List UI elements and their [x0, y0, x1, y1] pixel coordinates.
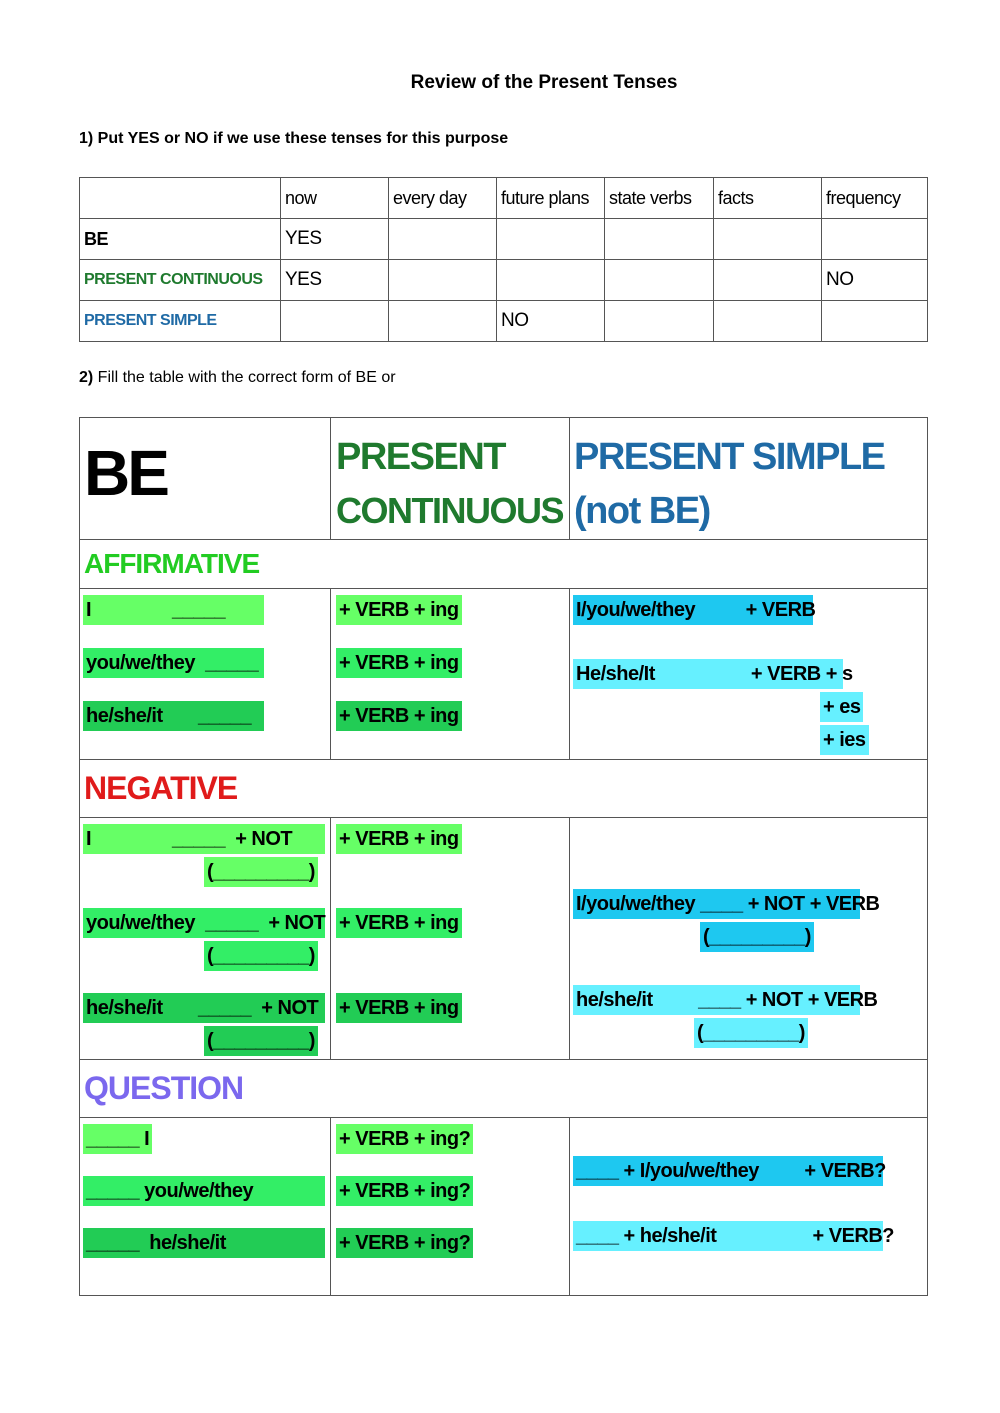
negative-be-he-paren[interactable]: (_________) — [204, 1026, 318, 1056]
negative-ps-1-paren[interactable]: (_________) — [700, 922, 814, 952]
header-cell — [80, 178, 281, 219]
question-title: QUESTION — [84, 1070, 244, 1106]
table-row — [80, 219, 928, 260]
answer-cell[interactable] — [605, 260, 714, 301]
affirmative-ps-3: + es — [820, 692, 863, 722]
present-continuous-header-line2: CONTINUOUS — [336, 490, 563, 531]
answer-cell[interactable]: NO — [822, 260, 928, 301]
affirmative-pc-3: + VERB + ing — [336, 701, 462, 731]
present-simple-header-line1: PRESENT SIMPLE — [574, 436, 885, 478]
answer-cell[interactable] — [281, 301, 389, 342]
answer-cell[interactable]: YES — [281, 219, 389, 260]
header-cell: frequency — [822, 178, 928, 219]
answer-cell[interactable] — [822, 219, 928, 260]
be-header-cell — [80, 418, 331, 540]
header-cell: state verbs — [605, 178, 714, 219]
negative-be-cell — [80, 818, 331, 1060]
question-ps-cell — [570, 1118, 928, 1296]
affirmative-ps-1: I/you/we/they + VERB — [573, 595, 813, 625]
present-simple-header-line2: (not BE) — [574, 490, 710, 532]
row-label-present-simple: PRESENT SIMPLE — [80, 301, 281, 342]
affirmative-pc-cell — [331, 589, 570, 760]
question-be-he[interactable]: _____ he/she/it — [83, 1228, 325, 1258]
affirmative-be-you[interactable]: you/we/they _____ — [83, 648, 264, 678]
answer-cell[interactable]: NO — [497, 301, 605, 342]
purpose-table — [79, 177, 928, 342]
negative-ps-cell — [570, 818, 928, 1060]
negative-pc-cell — [331, 818, 570, 1060]
present-continuous-header-cell — [331, 418, 570, 540]
negative-row — [80, 818, 928, 1060]
answer-cell[interactable] — [389, 301, 497, 342]
negative-title: NEGATIVE — [84, 770, 238, 806]
negative-be-he[interactable]: he/she/it _____ + NOT — [83, 993, 325, 1023]
question-pc-3: + VERB + ing? — [336, 1228, 473, 1258]
answer-cell[interactable] — [497, 260, 605, 301]
table-row — [80, 301, 928, 342]
affirmative-ps-4: + ies — [820, 725, 869, 755]
tenses-header-row — [80, 418, 928, 540]
question-2-text: Fill the table with the correct form of BE or — [93, 369, 396, 386]
question-be-you[interactable]: _____ you/we/they — [83, 1176, 325, 1206]
question-2-number: 2) — [79, 369, 94, 386]
question-be-i[interactable]: _____ I — [83, 1124, 152, 1154]
negative-be-you-paren[interactable]: (_________) — [204, 941, 318, 971]
question-pc-1: + VERB + ing? — [336, 1124, 473, 1154]
tenses-table — [79, 417, 928, 1296]
question-row — [80, 1118, 928, 1296]
question-1-prompt: 1) Put YES or NO if we use these tenses for this purpose — [79, 130, 509, 147]
answer-cell[interactable] — [389, 260, 497, 301]
negative-be-you[interactable]: you/we/they _____ + NOT — [83, 908, 325, 938]
answer-cell[interactable] — [714, 301, 822, 342]
purpose-table-header-row — [80, 178, 928, 219]
answer-cell[interactable] — [497, 219, 605, 260]
question-pc-2: + VERB + ing? — [336, 1176, 473, 1206]
header-cell: facts — [714, 178, 822, 219]
present-simple-header-cell — [570, 418, 928, 540]
page-title: Review of the Present Tenses — [410, 72, 678, 93]
row-label-present-continuous: PRESENT CONTINUOUS — [80, 260, 281, 301]
answer-cell[interactable] — [605, 219, 714, 260]
section-row-negative — [80, 760, 928, 818]
negative-be-i[interactable]: I _____ + NOT — [83, 824, 325, 854]
header-cell: future plans — [497, 178, 605, 219]
header-cell: now — [281, 178, 389, 219]
negative-ps-2-paren[interactable]: (_________) — [694, 1018, 808, 1048]
affirmative-ps-2: He/she/It + VERB + s — [573, 659, 843, 689]
answer-cell[interactable] — [714, 219, 822, 260]
affirmative-pc-1: + VERB + ing — [336, 595, 462, 625]
affirmative-be-cell — [80, 589, 331, 760]
present-continuous-header-line1: PRESENT — [336, 436, 505, 478]
section-row-question — [80, 1060, 928, 1118]
negative-be-i-paren[interactable]: (_________) — [204, 857, 318, 887]
table-row — [80, 260, 928, 301]
negative-pc-2: + VERB + ing — [336, 908, 462, 938]
affirmative-be-i[interactable]: I _____ — [83, 595, 264, 625]
affirmative-ps-cell — [570, 589, 928, 760]
negative-pc-3: + VERB + ing — [336, 993, 462, 1023]
negative-pc-1: + VERB + ing — [336, 824, 462, 854]
section-row-affirmative — [80, 540, 928, 589]
question-ps-1[interactable]: ____ + I/you/we/they + VERB? — [573, 1156, 883, 1186]
answer-cell[interactable] — [714, 260, 822, 301]
negative-ps-1[interactable]: I/you/we/they ____ + NOT + VERB — [573, 889, 860, 919]
question-be-cell — [80, 1118, 331, 1296]
answer-cell[interactable] — [389, 219, 497, 260]
answer-cell[interactable] — [605, 301, 714, 342]
question-ps-2[interactable]: ____ + he/she/it + VERB? — [573, 1221, 883, 1251]
header-cell: every day — [389, 178, 497, 219]
answer-cell[interactable]: YES — [281, 260, 389, 301]
be-header: BE — [84, 437, 167, 509]
answer-cell[interactable] — [822, 301, 928, 342]
affirmative-pc-2: + VERB + ing — [336, 648, 462, 678]
affirmative-row — [80, 589, 928, 760]
affirmative-title: AFFIRMATIVE — [84, 548, 260, 579]
question-pc-cell — [331, 1118, 570, 1296]
affirmative-be-he[interactable]: he/she/it _____ — [83, 701, 264, 731]
question-2-prompt — [79, 369, 396, 387]
row-label-be: BE — [80, 219, 281, 260]
negative-ps-2[interactable]: he/she/it ____ + NOT + VERB — [573, 985, 860, 1015]
